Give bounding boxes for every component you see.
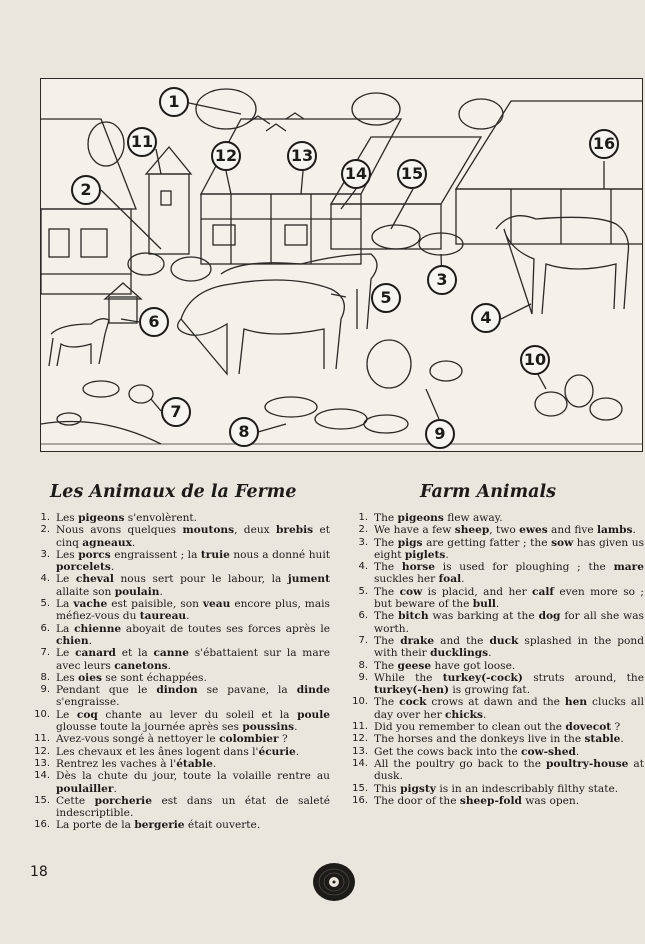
item-number: 1. bbox=[40, 512, 50, 523]
item-text: The pigs are getting fatter ; the sow has given us eight piglets. bbox=[374, 536, 645, 561]
marker-14: 14 bbox=[341, 159, 371, 189]
item-text: Get the cows back into the cow-shed. bbox=[374, 745, 580, 758]
vocab-item bbox=[348, 537, 644, 562]
marker-1: 1 bbox=[159, 87, 189, 117]
item-number: 8. bbox=[40, 671, 50, 683]
item-number: 15. bbox=[352, 782, 368, 794]
item-text: Les chevaux et les ânes logent dans l'écurie. bbox=[56, 745, 300, 758]
marker-5: 5 bbox=[371, 283, 401, 313]
item-text: Les oies se sont échappées. bbox=[56, 671, 207, 684]
item-text: Dès la chute du jour, toute la volaille rentre au poulailler. bbox=[56, 770, 330, 795]
item-text: Pendant que le dindon se pavane, la dinde s'engraisse. bbox=[56, 684, 330, 709]
item-number: 14. bbox=[34, 770, 50, 782]
item-text: La chienne aboyait de toutes ses forces après le chien. bbox=[56, 622, 330, 647]
pig bbox=[372, 225, 420, 249]
item-number: 6. bbox=[358, 610, 368, 622]
item-text: Cette porcherie est dans un état de saleté indescriptible. bbox=[56, 794, 330, 820]
marker-13: 13 bbox=[287, 141, 317, 171]
item-text: The geese have got loose. bbox=[374, 659, 516, 672]
item-number: 13. bbox=[352, 745, 368, 757]
pigeon bbox=[286, 113, 304, 119]
marker-4: 4 bbox=[471, 303, 501, 333]
item-number: 2. bbox=[358, 524, 368, 536]
hen bbox=[590, 398, 622, 420]
vocab-item bbox=[348, 586, 644, 611]
page-number: 18 bbox=[30, 864, 48, 880]
vocab-item bbox=[30, 684, 330, 709]
item-text: Rentrez les vaches à l'étable. bbox=[56, 757, 217, 770]
vocab-item bbox=[348, 758, 644, 783]
turkey bbox=[367, 340, 411, 388]
duck bbox=[83, 381, 119, 397]
french-vocabulary-list bbox=[30, 512, 330, 832]
vocab-item bbox=[30, 746, 330, 758]
vocab-item bbox=[348, 783, 644, 795]
vocab-item bbox=[348, 561, 644, 586]
item-text: Did you remember to clean out the dovecot ? bbox=[374, 721, 621, 734]
item-number: 6. bbox=[40, 622, 50, 634]
french-heading: Les Animaux de la Ferme bbox=[50, 482, 297, 502]
goose bbox=[315, 409, 367, 429]
pond bbox=[41, 422, 161, 445]
pigeon bbox=[266, 124, 286, 131]
vocab-item bbox=[348, 746, 644, 758]
item-text: All the poultry go back to the poultry-house at dusk. bbox=[374, 757, 644, 783]
marker-11: 11 bbox=[127, 127, 157, 157]
vocab-item bbox=[30, 672, 330, 684]
item-number: 10. bbox=[34, 708, 50, 720]
item-text: Les pigeons s'envolèrent. bbox=[56, 512, 198, 524]
vocab-item bbox=[348, 512, 644, 524]
cock bbox=[565, 375, 593, 407]
item-number: 8. bbox=[358, 659, 368, 671]
item-number: 4. bbox=[358, 561, 368, 573]
item-number: 3. bbox=[40, 548, 50, 560]
marker-15: 15 bbox=[397, 159, 427, 189]
item-text: The door of the sheep-fold was open. bbox=[374, 794, 580, 807]
english-vocabulary-list bbox=[348, 512, 644, 807]
item-text: The pigeons flew away. bbox=[374, 512, 503, 524]
tree bbox=[459, 99, 503, 129]
item-text: The drake and the duck splashed in the pond with their ducklings. bbox=[374, 634, 645, 660]
barn bbox=[456, 189, 643, 244]
vocab-item bbox=[30, 598, 330, 623]
item-number: 3. bbox=[358, 536, 368, 548]
item-number: 12. bbox=[352, 733, 368, 745]
item-text: Le cheval nous sert pour le labour, la jument allaite son poulain. bbox=[56, 573, 330, 598]
vocab-item bbox=[30, 573, 330, 598]
turkey bbox=[430, 361, 462, 381]
farm-illustration bbox=[40, 78, 643, 452]
item-text: The bitch was barking at the dog for all she was worth. bbox=[374, 610, 644, 635]
marker-10: 10 bbox=[520, 345, 550, 375]
marker-9: 9 bbox=[425, 419, 455, 449]
item-text: Nous avons quelques moutons, deux brebis et cinq agneaux. bbox=[56, 524, 330, 549]
item-number: 4. bbox=[40, 573, 50, 585]
english-heading: Farm Animals bbox=[420, 482, 556, 502]
item-number: 14. bbox=[352, 757, 368, 769]
vocab-item bbox=[348, 610, 644, 635]
vocab-item bbox=[348, 672, 644, 697]
marker-12: 12 bbox=[211, 141, 241, 171]
item-number: 13. bbox=[34, 757, 50, 769]
duck bbox=[129, 385, 153, 403]
vocab-item bbox=[30, 549, 330, 574]
pigeon bbox=[246, 116, 270, 124]
vocab-item bbox=[348, 733, 644, 745]
tree bbox=[352, 93, 400, 125]
vocab-item bbox=[30, 819, 330, 831]
marker-2: 2 bbox=[71, 175, 101, 205]
item-text: The cow is placid, and her calf even more so ; but beware of the bull. bbox=[374, 585, 644, 611]
tower bbox=[149, 174, 189, 254]
vocab-item bbox=[30, 709, 330, 734]
marker-6: 6 bbox=[139, 307, 169, 337]
vocab-item bbox=[30, 733, 330, 745]
marker-7: 7 bbox=[161, 397, 191, 427]
item-number: 7. bbox=[40, 647, 50, 659]
vocab-item bbox=[348, 795, 644, 807]
goose bbox=[364, 415, 408, 433]
item-text: We have a few sheep, two ewes and five lambs. bbox=[374, 524, 636, 537]
item-text: Avez-vous songé à nettoyer le colombier ? bbox=[56, 733, 288, 746]
item-number: 16. bbox=[34, 819, 50, 831]
vocab-item bbox=[348, 721, 644, 733]
vocab-item bbox=[30, 623, 330, 648]
marker-8: 8 bbox=[229, 417, 259, 447]
vocab-item bbox=[30, 770, 330, 795]
duck bbox=[57, 413, 81, 425]
vocab-item bbox=[348, 660, 644, 672]
horse bbox=[496, 216, 629, 314]
cow bbox=[178, 280, 345, 374]
vocab-item bbox=[30, 524, 330, 549]
vocab-item bbox=[348, 524, 644, 536]
item-text: Le coq chante au lever du soleil et la poule glousse toute la journée après ses poussins. bbox=[56, 708, 331, 734]
item-text: The cock crows at dawn and the hen clucks all day over her chicks. bbox=[374, 696, 645, 721]
vocab-item bbox=[30, 512, 330, 524]
item-text: The horses and the donkeys live in the stable. bbox=[374, 733, 624, 746]
item-number: 1. bbox=[358, 512, 368, 523]
sheep bbox=[128, 253, 164, 275]
item-text: This pigsty is in an indescribably filthy state. bbox=[374, 782, 619, 795]
item-number: 16. bbox=[352, 794, 368, 806]
item-number: 11. bbox=[352, 721, 368, 733]
item-number: 11. bbox=[34, 733, 50, 745]
vocab-item bbox=[348, 696, 644, 721]
item-number: 12. bbox=[34, 745, 50, 757]
goose bbox=[265, 397, 317, 417]
item-number: 7. bbox=[358, 634, 368, 646]
item-number: 15. bbox=[34, 794, 50, 806]
item-text: La porte de la bergerie était ouverte. bbox=[56, 819, 261, 832]
vocab-item bbox=[30, 795, 330, 820]
dog bbox=[49, 319, 109, 366]
item-text: The horse is used for ploughing ; the mare suckles her foal. bbox=[374, 561, 644, 586]
bull bbox=[221, 254, 377, 329]
item-number: 2. bbox=[40, 524, 50, 536]
item-text: Le canard et la canne s'ébattaient sur la mare avec leurs canetons. bbox=[56, 647, 331, 672]
tree bbox=[88, 122, 124, 166]
vocab-item bbox=[30, 758, 330, 770]
item-text: While the turkey(-cock) struts around, the turkey(-hen) is growing fat. bbox=[374, 671, 645, 697]
item-number: 9. bbox=[40, 684, 50, 696]
sheep bbox=[171, 257, 211, 281]
marker-3: 3 bbox=[427, 265, 457, 295]
item-text: La vache est paisible, son veau encore plus, mais méfiez-vous du taureau. bbox=[56, 598, 330, 623]
item-text: Les porcs engraissent ; la truie nous a donné huit porcelets. bbox=[56, 548, 330, 574]
hen bbox=[535, 392, 567, 416]
left-house bbox=[41, 209, 131, 294]
vocab-item bbox=[30, 647, 330, 672]
vocab-item bbox=[348, 635, 644, 660]
item-number: 5. bbox=[40, 598, 50, 610]
marker-16: 16 bbox=[589, 129, 619, 159]
item-number: 5. bbox=[358, 585, 368, 597]
item-number: 9. bbox=[358, 671, 368, 683]
item-number: 10. bbox=[352, 696, 368, 708]
record-disc-icon bbox=[312, 862, 356, 902]
